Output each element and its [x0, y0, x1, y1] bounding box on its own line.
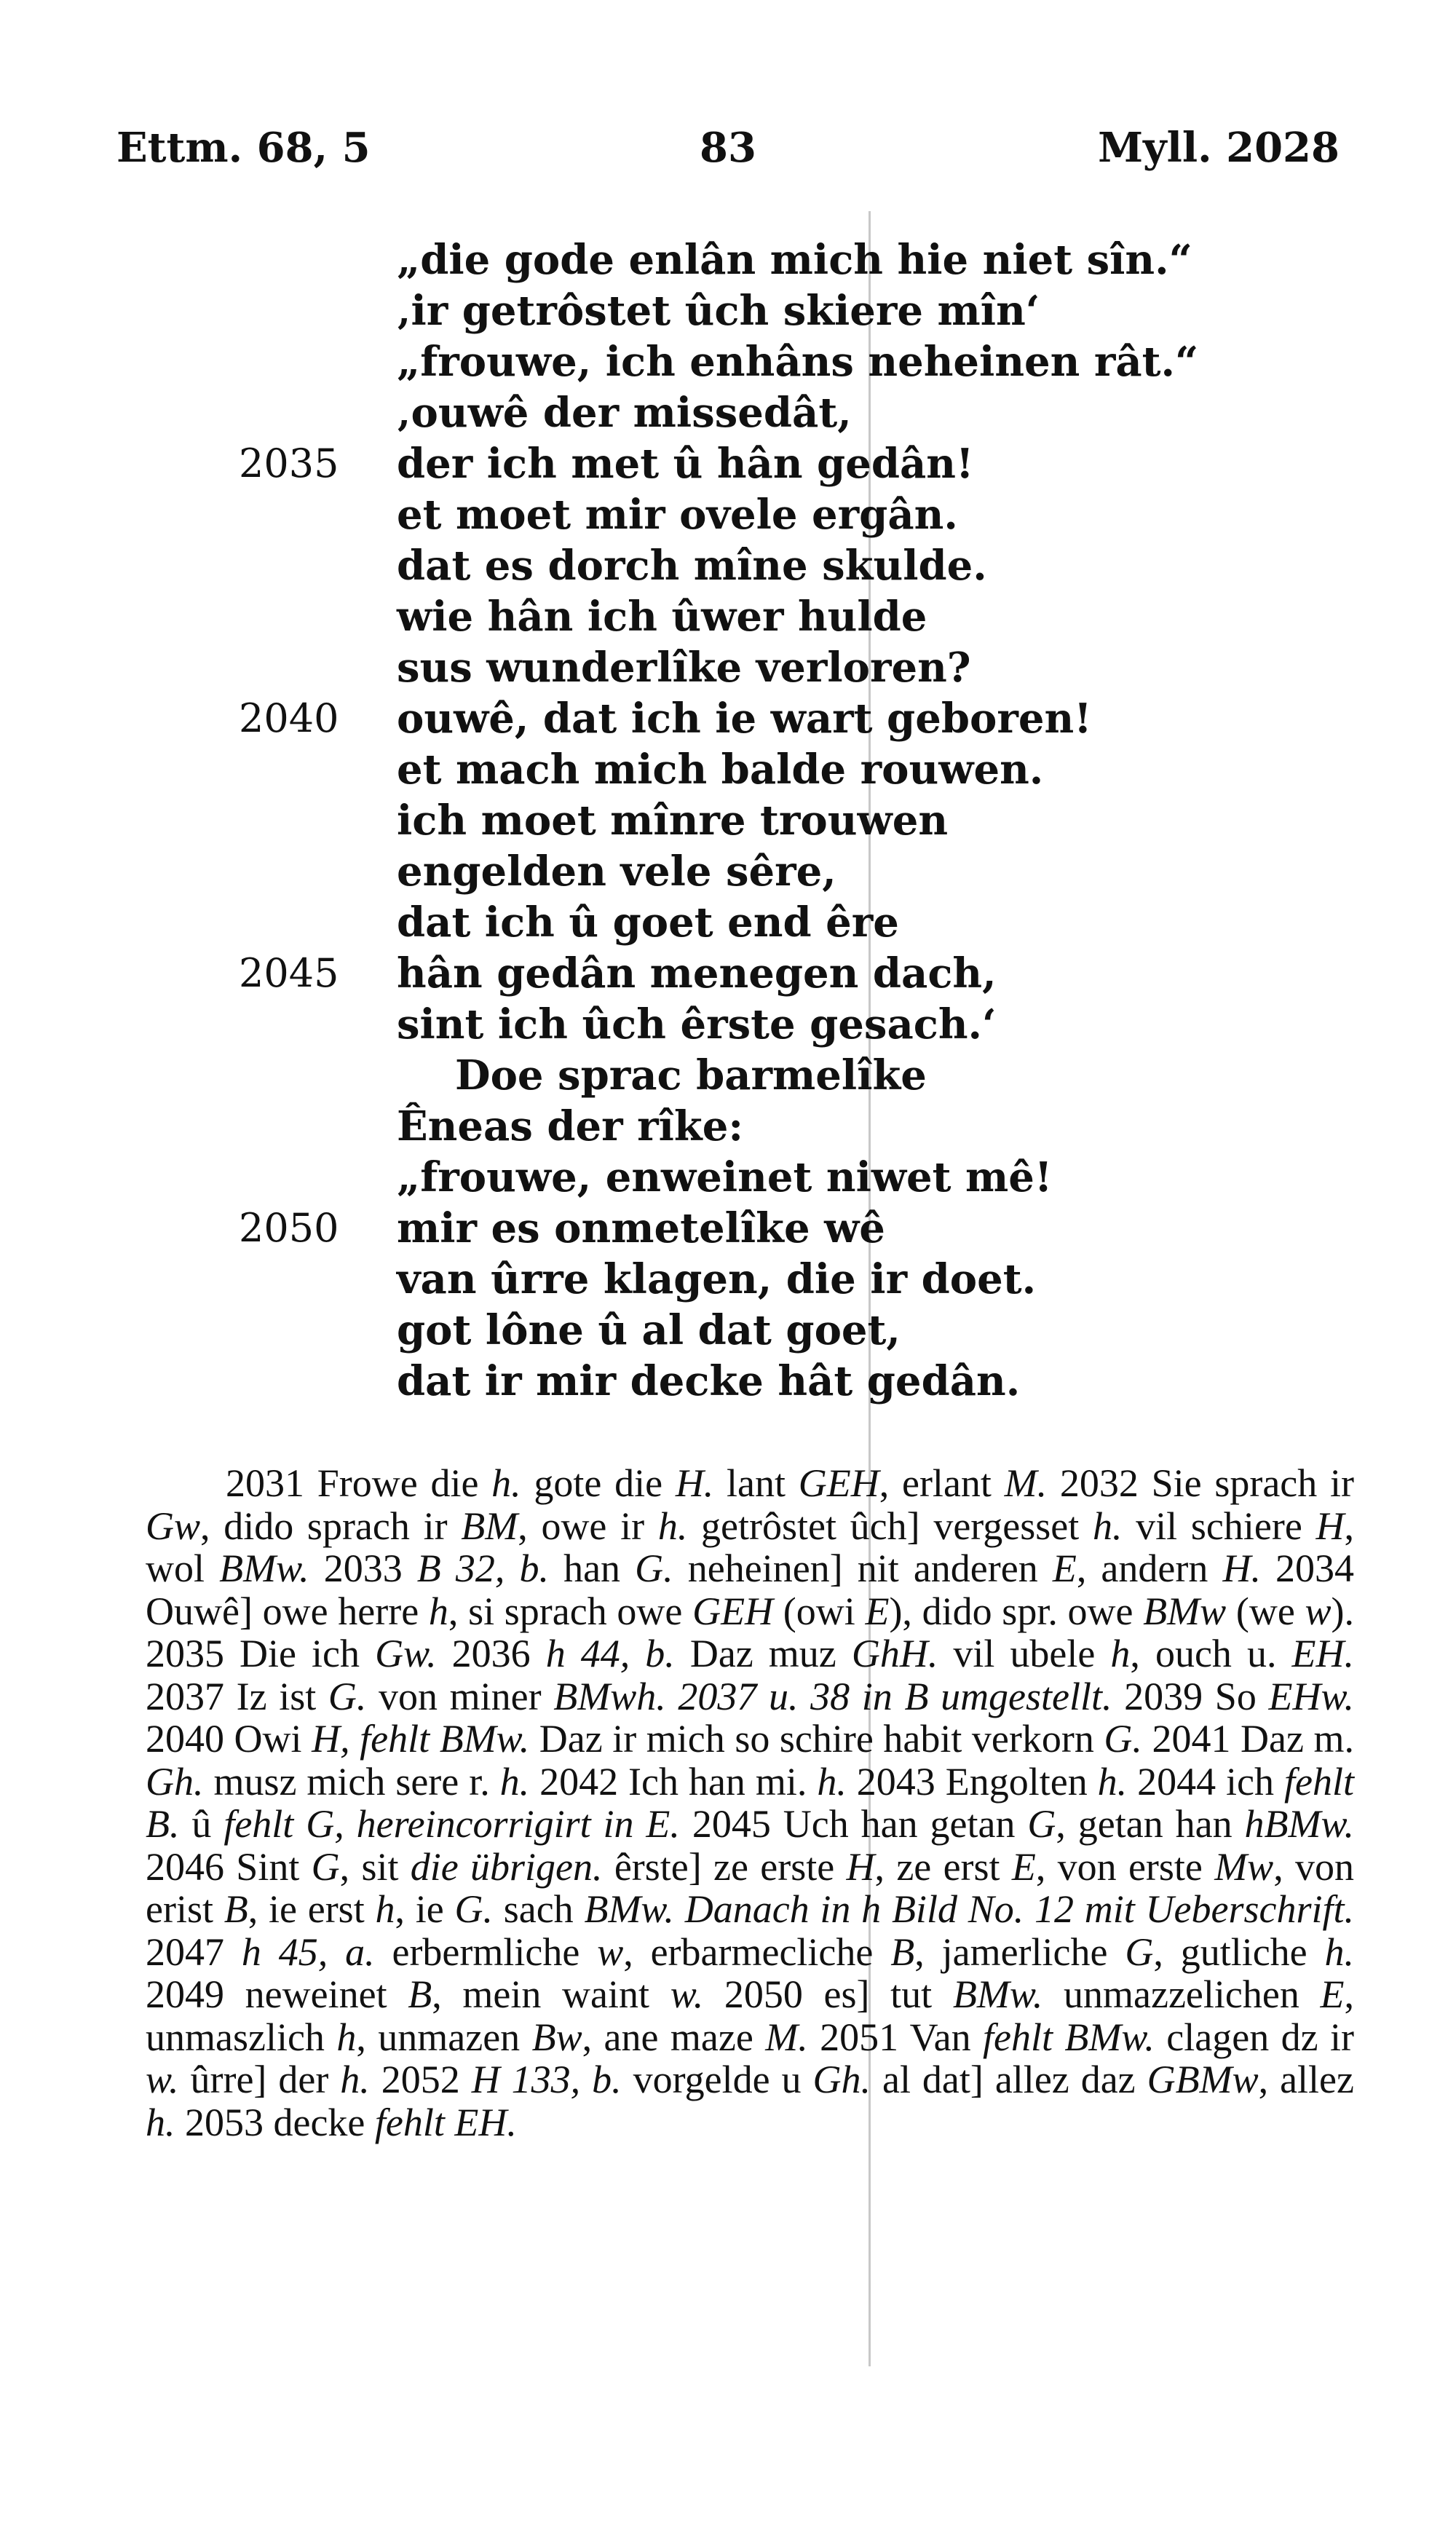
apparatus-siglum: BMw. — [952, 1972, 1043, 2016]
apparatus-siglum: BMw. Danach in h Bild No. 12 mit Ueberschrift. — [584, 1887, 1354, 1931]
verse-line-text: Doe sprac barmelîke — [455, 1051, 927, 1099]
apparatus-siglum: Gw. — [375, 1632, 437, 1675]
verse-line — [240, 1050, 1187, 1101]
apparatus-text: ). — [1331, 1589, 1355, 1633]
apparatus-siglum: G. — [635, 1547, 673, 1590]
apparatus-text: , dido sprach ir — [200, 1504, 462, 1548]
verse-line-text: sint ich ûch êrste gesach.‘ — [397, 1000, 997, 1048]
verse-line-text: dat ich û goet end êre — [397, 898, 899, 947]
apparatus-text: 2043 Engolten — [846, 1759, 1098, 1804]
apparatus-text: , owe ir — [518, 1504, 658, 1548]
verse-line-text: mir es onmetelîke wê — [397, 1204, 885, 1252]
apparatus-text: 2044 ich — [1127, 1759, 1284, 1804]
verse-line-number: 2040 — [239, 695, 339, 741]
apparatus-siglum: E — [1320, 1972, 1345, 2016]
apparatus-siglum: GEH — [692, 1589, 774, 1633]
verse-line — [240, 540, 1187, 591]
running-head — [116, 124, 1340, 182]
apparatus-siglum: h — [1110, 1632, 1131, 1675]
apparatus-siglum: EHw. — [1268, 1674, 1354, 1718]
apparatus-siglum: Gh. — [812, 2058, 871, 2101]
verse-line — [240, 897, 1187, 948]
verse-line-text: „die gode enlân mich hie niet sîn.“ — [397, 236, 1192, 284]
verse-line — [240, 438, 1187, 489]
apparatus-text: vil ubele — [938, 1632, 1111, 1675]
apparatus-text: (we — [1226, 1589, 1305, 1633]
verse-line — [240, 795, 1187, 846]
apparatus-siglum: M. — [765, 2015, 808, 2059]
apparatus-text: 2045 Uch han getan — [679, 1802, 1028, 1846]
apparatus-siglum: BMw. — [219, 1547, 309, 1590]
apparatus-text: 2039 So — [1112, 1674, 1269, 1718]
apparatus-siglum: G — [1125, 1929, 1154, 1974]
apparatus-siglum: H. — [1222, 1547, 1261, 1590]
apparatus-text: 2052 — [369, 2058, 472, 2101]
apparatus-text: Daz ir mich so schire habit verkorn — [529, 1717, 1104, 1761]
verse-line-text: got lône û al dat goet, — [397, 1306, 901, 1354]
apparatus-siglum: B — [890, 1929, 915, 1974]
apparatus-text: Daz muz — [674, 1632, 852, 1675]
apparatus-siglum: h. — [817, 1759, 847, 1804]
verse-line-text: ‚ir getrôstet ûch skiere mîn‘ — [397, 287, 1040, 335]
apparatus-siglum: h. — [1092, 1504, 1123, 1548]
apparatus-siglum: Gh. — [146, 1759, 204, 1804]
verse-line-text: Êneas der rîke: — [397, 1102, 743, 1150]
verse-line-text: „frouwe, enweinet niwet mê! — [397, 1153, 1053, 1201]
apparatus-siglum: E — [865, 1589, 890, 1633]
apparatus-siglum: G. — [1104, 1717, 1142, 1761]
verse-line-text: et moet mir ovele ergân. — [397, 491, 958, 539]
apparatus-siglum: h. — [491, 1461, 521, 1505]
apparatus-siglum: EH. — [1291, 1632, 1355, 1675]
apparatus-text: , von erste — [1035, 1844, 1215, 1889]
apparatus-text: han — [548, 1547, 636, 1590]
apparatus-text: von miner — [366, 1674, 554, 1718]
apparatus-text: 2040 Owi — [146, 1717, 312, 1761]
verse-line-text: sus wunderlîke verloren? — [397, 644, 971, 692]
apparatus-text: 2047 — [146, 1929, 242, 1974]
apparatus-text: , jamerliche — [914, 1929, 1125, 1974]
apparatus-text: 2041 Daz m. — [1142, 1717, 1355, 1761]
page-number: 83 — [700, 124, 756, 172]
apparatus-text: , mein waint — [432, 1972, 670, 2016]
verse-line-text: ‚ouwê der missedât, — [397, 389, 852, 437]
verse-line-number: 2045 — [239, 950, 339, 996]
apparatus-siglum: die übrigen. — [410, 1844, 603, 1889]
apparatus-text: gote die — [521, 1461, 676, 1505]
apparatus-siglum: GEH — [798, 1461, 879, 1505]
verse-line-text: ich moet mînre trouwen — [397, 797, 949, 845]
apparatus-siglum: h. — [1097, 1759, 1128, 1804]
verse-line — [240, 489, 1187, 540]
apparatus-siglum: h 44, b. — [545, 1632, 675, 1675]
verse-line — [240, 693, 1187, 744]
apparatus-text: 2050 es] tut — [703, 1972, 953, 2016]
verse-line-text: ouwê, dat ich ie wart geboren! — [397, 695, 1092, 743]
apparatus-siglum: Mw — [1214, 1844, 1274, 1889]
verse-line-text: hân gedân menegen dach, — [397, 949, 997, 998]
apparatus-siglum: H 133, b. — [471, 2058, 622, 2101]
apparatus-siglum: H — [1315, 1504, 1345, 1548]
apparatus-siglum: h. — [657, 1504, 688, 1548]
apparatus-siglum: w — [1305, 1589, 1332, 1633]
apparatus-siglum: h — [428, 1589, 448, 1633]
apparatus-siglum: Bw — [531, 2015, 582, 2059]
apparatus-text: 2051 Van — [807, 2015, 983, 2059]
verse-line — [240, 1101, 1187, 1152]
apparatus-siglum: h — [375, 1887, 395, 1931]
apparatus-siglum: H. — [675, 1461, 714, 1505]
verse-text — [239, 234, 1199, 1407]
verse-line — [240, 1152, 1187, 1203]
apparatus-siglum: hBMw. — [1244, 1802, 1355, 1846]
apparatus-text: clagen dz ir — [1154, 2015, 1354, 2059]
apparatus-text: , si sprach owe — [448, 1589, 693, 1633]
apparatus-siglum: h — [336, 2015, 357, 2059]
apparatus-text: û — [179, 1802, 224, 1846]
verse-line — [240, 591, 1187, 642]
verse-line — [240, 999, 1187, 1050]
apparatus-text: 2037 Iz ist — [146, 1674, 328, 1718]
apparatus-siglum: GhH. — [851, 1632, 938, 1675]
apparatus-text: 2033 — [309, 1547, 417, 1590]
apparatus-text: 2046 Sint — [146, 1844, 312, 1889]
critical-apparatus — [146, 1462, 1354, 2144]
apparatus-text: , von erist — [146, 1844, 1354, 1931]
verse-line-text: dat ir mir decke hât gedân. — [397, 1357, 1021, 1405]
apparatus-text: 2042 Ich han mi. — [529, 1759, 818, 1804]
apparatus-siglum: w. — [670, 1972, 704, 2016]
apparatus-text: 2049 neweinet — [146, 1972, 408, 2016]
apparatus-text: , sit — [339, 1844, 411, 1889]
verse-line-number: 2035 — [239, 441, 339, 486]
apparatus-siglum: G. — [328, 1674, 367, 1718]
apparatus-text: (owi — [773, 1589, 866, 1633]
apparatus-siglum: G. — [454, 1887, 493, 1931]
running-head-right: Myll. 2028 — [1098, 124, 1340, 172]
verse-line — [240, 744, 1187, 795]
apparatus-text: neheinen] nit anderen — [673, 1547, 1053, 1590]
verse-line-number: 2050 — [239, 1205, 339, 1251]
apparatus-text: , unmaszlich — [146, 1972, 1354, 2059]
apparatus-text: 2032 Sie sprach ir — [1047, 1461, 1354, 1505]
apparatus-siglum: h. — [146, 2100, 175, 2144]
apparatus-text: ûrre] der — [178, 2058, 341, 2101]
apparatus-text: 2036 — [436, 1632, 546, 1675]
verse-line-text: engelden vele sêre, — [397, 848, 836, 896]
apparatus-siglum: M. — [1004, 1461, 1048, 1505]
apparatus-text: êrste] ze erste — [602, 1844, 847, 1889]
verse-line — [240, 234, 1192, 285]
apparatus-siglum: w — [597, 1929, 624, 1974]
apparatus-siglum: G — [311, 1844, 340, 1889]
apparatus-siglum: GBMw — [1147, 2058, 1259, 2101]
apparatus-text: , ane maze — [582, 2015, 766, 2059]
apparatus-text: vorgelde u — [621, 2058, 813, 2101]
running-head-left: Ettm. 68, 5 — [116, 124, 371, 172]
apparatus-text: 2031 Frowe die — [226, 1461, 492, 1505]
verse-line — [240, 1254, 1187, 1305]
apparatus-text: sach — [492, 1887, 585, 1931]
apparatus-siglum: fehlt G, hereincorrigirt in E. — [223, 1802, 680, 1846]
apparatus-text: 2053 decke — [175, 2100, 375, 2144]
apparatus-siglum: h 45, a. — [241, 1929, 375, 1974]
verse-line — [240, 846, 1187, 897]
verse-line — [240, 1305, 1187, 1356]
verse-line-text: et mach mich balde rouwen. — [397, 746, 1044, 794]
verse-line — [240, 1203, 1187, 1254]
apparatus-text: , erlant — [879, 1461, 1005, 1505]
apparatus-text: lant — [713, 1461, 799, 1505]
verse-line-text: van ûrre klagen, die ir doet. — [397, 1255, 1037, 1303]
apparatus-text: , allez — [1258, 2058, 1354, 2101]
apparatus-text: , ouch u. — [1130, 1632, 1292, 1675]
apparatus-text: , wol — [146, 1504, 1354, 1590]
apparatus-text: 2034 Ouwê] owe herre — [146, 1547, 1355, 1633]
apparatus-siglum: E — [1011, 1844, 1036, 1889]
apparatus-siglum: B — [408, 1972, 432, 2016]
apparatus-text: 2035 Die ich — [146, 1632, 376, 1675]
apparatus-text: , erbarmecliche — [623, 1929, 891, 1974]
apparatus-siglum: h. — [1324, 1929, 1354, 1974]
verse-line — [240, 336, 1199, 387]
apparatus-text: erbermliche — [374, 1929, 598, 1974]
apparatus-siglum: BM — [461, 1504, 518, 1548]
verse-line — [240, 948, 1187, 999]
verse-line-text: der ich met û hân gedân! — [397, 440, 974, 488]
apparatus-siglum: H, fehlt BMw. — [312, 1717, 530, 1761]
apparatus-siglum: fehlt EH. — [374, 2100, 517, 2144]
verse-line-text: „frouwe, ich enhâns neheinen rât.“ — [397, 338, 1199, 386]
apparatus-text: , ze erst — [874, 1844, 1012, 1889]
apparatus-siglum: h. — [499, 1759, 530, 1804]
verse-line — [240, 642, 1187, 693]
verse-line-text: wie hân ich ûwer hulde — [397, 593, 927, 641]
apparatus-text: , gutliche — [1153, 1929, 1325, 1974]
apparatus-siglum: Gw — [146, 1504, 201, 1548]
apparatus-siglum: fehlt BMw. — [983, 2015, 1155, 2059]
apparatus-text: getrôstet ûch] vergesset — [687, 1504, 1093, 1548]
verse-line — [240, 1356, 1187, 1407]
apparatus-text: , andern — [1076, 1547, 1223, 1590]
apparatus-text: , unmazen — [356, 2015, 532, 2059]
apparatus-siglum: B 32, b. — [416, 1547, 549, 1590]
apparatus-text: ), dido spr. owe — [889, 1589, 1144, 1633]
apparatus-siglum: h. — [340, 2058, 370, 2101]
apparatus-text: , getan han — [1056, 1802, 1245, 1846]
apparatus-siglum: B — [223, 1887, 248, 1931]
verse-line — [240, 285, 1187, 336]
verse-line — [240, 387, 1187, 438]
apparatus-text: vil schiere — [1122, 1504, 1316, 1548]
apparatus-siglum: BMw — [1143, 1589, 1227, 1633]
apparatus-siglum: BMwh. 2037 u. 38 in B umgestellt. — [553, 1674, 1112, 1718]
apparatus-text: unmazzelichen — [1042, 1972, 1321, 2016]
apparatus-siglum: fehlt B. — [146, 1759, 1354, 1846]
verse-line-text: dat es dorch mîne skulde. — [397, 542, 987, 590]
apparatus-text: , ie — [395, 1887, 455, 1931]
apparatus-siglum: E — [1052, 1547, 1077, 1590]
apparatus-text: musz mich sere r. — [203, 1759, 500, 1804]
apparatus-text: , ie erst — [248, 1887, 376, 1931]
apparatus-text: al dat] allez daz — [871, 2058, 1147, 2101]
apparatus-siglum: H — [846, 1844, 875, 1889]
apparatus-siglum: G — [1027, 1802, 1056, 1846]
apparatus-siglum: w. — [146, 2058, 179, 2101]
